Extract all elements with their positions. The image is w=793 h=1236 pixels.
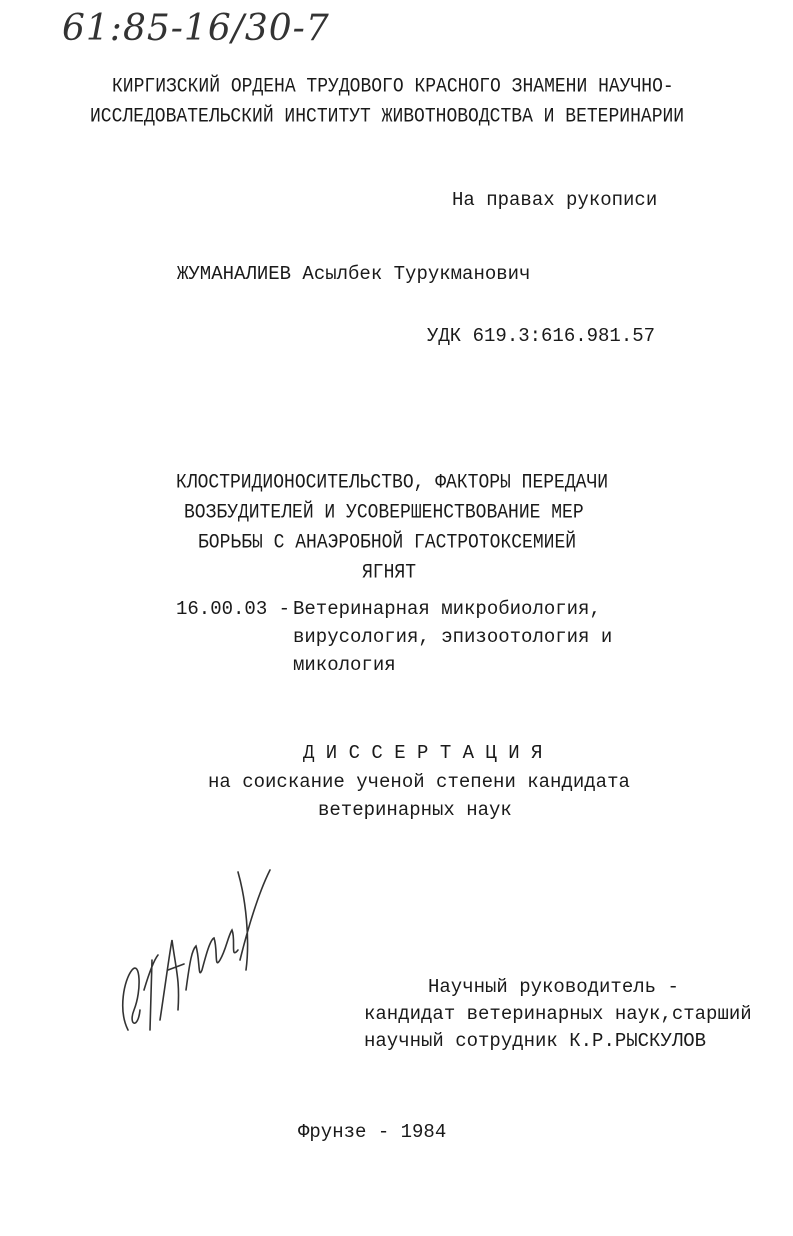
archive-code-handwritten: 61:85-16/30-7 bbox=[62, 8, 330, 49]
title-line-1: КЛОСТРИДИОНОСИТЕЛЬСТВО, ФАКТОРЫ ПЕРЕДАЧИ bbox=[176, 471, 609, 495]
manuscript-note: На правах рукописи bbox=[452, 189, 658, 211]
supervisor-line-3: научный сотрудник К.Р.РЫСКУЛОВ bbox=[364, 1030, 707, 1052]
author-name: ЖУМАНАЛИЕВ Асылбек Турукманович bbox=[177, 263, 531, 285]
specialty-line-3: микология bbox=[293, 654, 396, 676]
title-line-2: ВОЗБУДИТЕЛЕЙ И УСОВЕРШЕНСТВОВАНИЕ МЕР bbox=[184, 501, 584, 525]
institution-line-1: КИРГИЗСКИЙ ОРДЕНА ТРУДОВОГО КРАСНОГО ЗНАМЕНИ НАУЧНО- bbox=[112, 75, 674, 99]
degree-line-1: на соискание ученой степени кандидата bbox=[208, 771, 630, 793]
title-line-3: БОРЬБЫ С АНАЭРОБНОЙ ГАСТРОТОКСЕМИЕЙ bbox=[198, 531, 577, 555]
degree-line-2: ветеринарных наук bbox=[318, 799, 512, 821]
supervisor-line-1: Научный руководитель - bbox=[428, 976, 679, 998]
institution-line-2: ИССЛЕДОВАТЕЛЬСКИЙ ИНСТИТУТ ЖИВОТНОВОДСТВА И ВЕТЕРИНАРИИ bbox=[90, 105, 685, 129]
work-type: Д И С С Е Р Т А Ц И Я bbox=[303, 742, 543, 764]
supervisor-line-2: кандидат ветеринарных наук,старший bbox=[364, 1003, 752, 1025]
specialty-line-2: вирусология, эпизоотология и bbox=[293, 626, 613, 648]
place-year: Фрунзе - 1984 bbox=[298, 1121, 447, 1143]
udc-code: УДК 619.3:616.981.57 bbox=[427, 325, 656, 347]
specialty-code: 16.00.03 - bbox=[176, 598, 291, 620]
signature bbox=[110, 860, 290, 1040]
title-line-4: ЯГНЯТ bbox=[362, 561, 417, 585]
specialty-line-1: Ветеринарная микробиология, bbox=[293, 598, 601, 620]
